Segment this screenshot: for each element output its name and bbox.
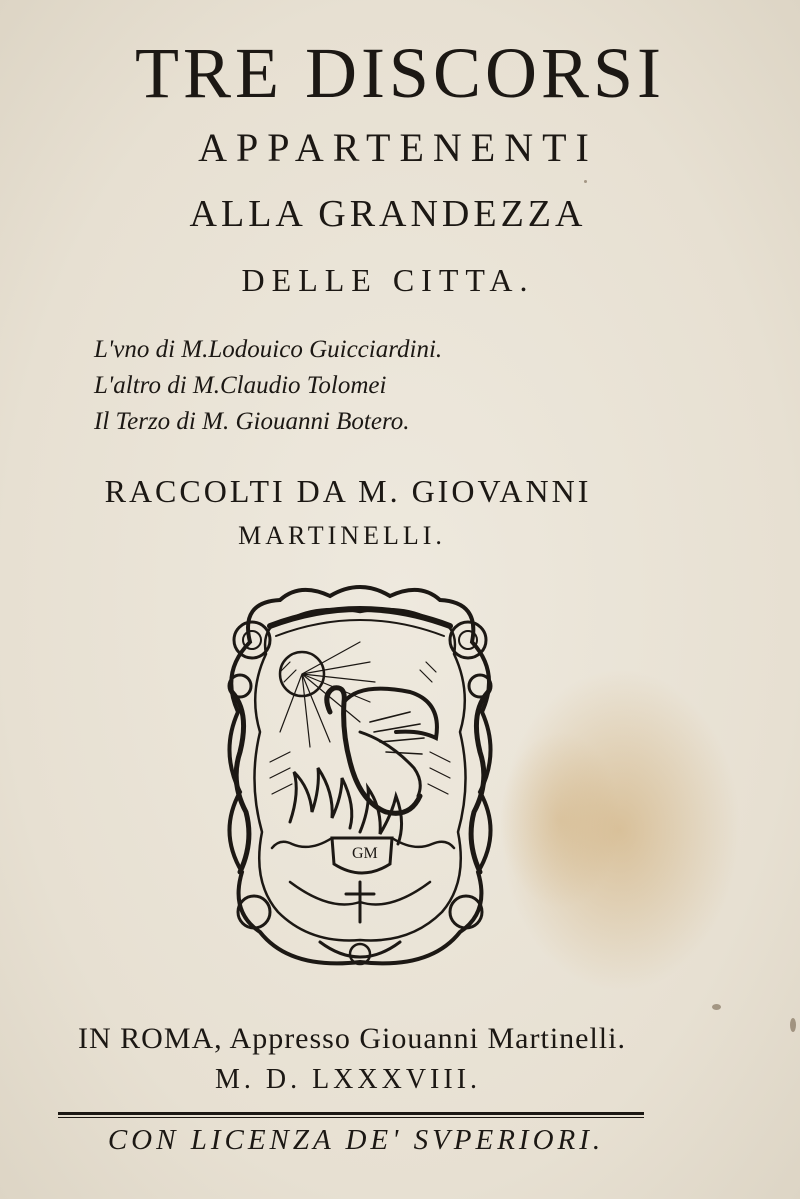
title-line-4: DELLE CITTA. — [241, 262, 535, 298]
printer-device-phoenix-icon — [210, 582, 510, 974]
imprint-year: M. D. LXXXVIII. — [214, 1064, 482, 1095]
collector-line-2: MARTINELLI. — [238, 521, 446, 550]
author-line-2: L'altro di M.Claudio Tolomei — [94, 372, 387, 399]
double-rule-bottom — [58, 1117, 644, 1118]
collector-line-1: RACCOLTI DA M. GIOVANNI — [104, 473, 592, 509]
svg-text:GM: GM — [352, 845, 378, 862]
author-line-1: L'vno di M.Lodouico Guicciardini. — [94, 336, 443, 363]
paper-speck — [790, 1018, 796, 1032]
license-line: CON LICENZA DE' SVPERIORI. — [107, 1124, 605, 1156]
double-rule-top — [58, 1112, 644, 1115]
title-line-1: TRE DISCORSI — [134, 33, 666, 113]
paper-speck — [584, 180, 587, 183]
title-line-2: APPARTENENTI — [198, 125, 598, 170]
imprint-place-printer: IN ROMA, Appresso Giouanni Martinelli. — [78, 1022, 626, 1055]
title-line-3: ALLA GRANDEZZA — [189, 193, 587, 235]
author-line-3: Il Terzo di M. Giouanni Botero. — [94, 408, 410, 435]
paper-speck — [712, 1004, 721, 1010]
